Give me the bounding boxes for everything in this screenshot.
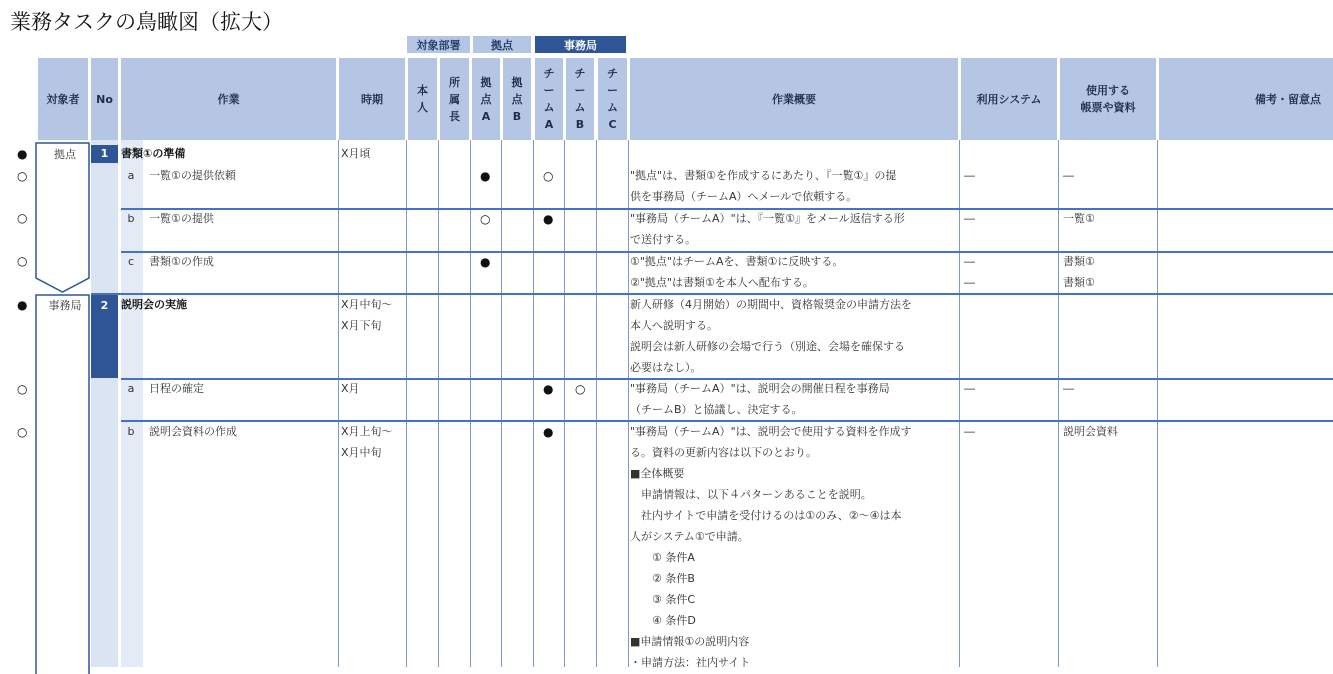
no-column-band	[91, 140, 118, 667]
document-value: 一覧①	[1063, 212, 1095, 225]
header-team-b: チ ー ム B	[566, 58, 594, 140]
header-summary: 作業概要	[630, 58, 958, 140]
task-timing: X月	[341, 382, 360, 395]
task-name: 書類①の準備	[121, 147, 186, 160]
task-summary: "拠点"は、書類①を作成するにあたり、『一覧①』の提 供を事務局（チームA）へメールで依頼する。	[630, 169, 897, 203]
task-timing: X月上旬～	[341, 425, 393, 438]
page-title: 業務タスクの鳥瞰図（拡大）	[10, 10, 283, 34]
task-summary: "事務局（チームA）"は、説明会の開催日程を事務局 （チームB）と協議し、決定する。	[630, 382, 890, 416]
grid-line	[501, 140, 502, 667]
group-dept-header: 対象部署	[407, 36, 470, 53]
task-summary: "事務局（チームA）"は、説明会で使用する資料を作成す る。資料の更新内容は以下のとおり。 ■全体概要 申請情報は、以下４パターンあることを説明。 社内サイトで申請を受付けるのは①のみ、②～④は本 人がシステム①で申請。 ① 条件A ② 条件B ③ 条件C ④ 条件D ■申請情報①の説明内容 ・申請方法：社内サイト	[630, 425, 912, 669]
system-value: ―	[964, 276, 975, 289]
system-value: ―	[964, 255, 975, 268]
task-timing: X月頃	[341, 147, 371, 160]
task-number: 1	[91, 145, 118, 163]
header-base-a: 拠 点 A	[472, 58, 500, 140]
subtask-name: 書類①の作成	[149, 255, 214, 268]
task-summary: ①"拠点"はチームAを、書類①に反映する。 ②"拠点"は書類①を本人へ配布する。	[630, 255, 844, 289]
subtask-name: 一覧①の提供依頼	[149, 169, 236, 182]
task-timing: X月下旬	[341, 319, 382, 332]
mark-filled: ●	[543, 212, 554, 226]
row-bullet-open: ○	[17, 211, 28, 225]
system-value: ―	[964, 425, 975, 438]
grid-line	[628, 140, 629, 667]
mark-filled: ●	[543, 425, 554, 439]
row-bullet-open: ○	[17, 169, 28, 183]
subtask-letter: a	[127, 382, 135, 395]
grid-line	[533, 140, 534, 667]
row-bullet-open: ○	[17, 425, 28, 439]
subtask-letter: c	[127, 255, 135, 268]
subtask-name: 説明会資料の作成	[149, 425, 237, 438]
grid-line	[406, 140, 407, 667]
grid-line	[1157, 140, 1158, 667]
header-self: 本 人	[408, 58, 437, 140]
subtask-name: 一覧①の提供	[149, 212, 214, 225]
document-value: 説明会資料	[1063, 425, 1118, 438]
header-team-c: チ ー ム C	[598, 58, 627, 140]
grid-line	[1058, 140, 1059, 667]
mark-open: ○	[480, 212, 491, 226]
header-target: 対象者	[38, 58, 88, 140]
mark-open: ○	[575, 382, 586, 396]
header-system: 利用システム	[961, 58, 1057, 140]
header-no: No	[91, 58, 118, 140]
header-documents: 使用する 帳票や資料	[1060, 58, 1156, 140]
subtask-letter: b	[127, 212, 135, 225]
system-value: ―	[964, 382, 975, 395]
task-name: 説明会の実施	[121, 298, 187, 311]
row-bullet-open: ○	[17, 382, 28, 396]
group-base-header: 拠点	[473, 36, 531, 53]
row-bullet-filled: ●	[17, 298, 28, 312]
task-timing: X月中旬～	[341, 298, 393, 311]
header-timing: 時期	[339, 58, 405, 140]
document-value: 書類①	[1063, 255, 1095, 268]
grid-line	[564, 140, 565, 667]
target-label-base: 拠点	[54, 148, 76, 161]
header-notes: 備考・留意点	[1159, 58, 1333, 140]
target-arrow-office	[34, 294, 92, 674]
system-value: ―	[964, 169, 975, 182]
grid-line	[596, 140, 597, 667]
header-team-a: チ ー ム A	[535, 58, 563, 140]
task-summary: "事務局（チームA）"は、『一覧①』をメール返信する形 で送付する。	[630, 212, 905, 246]
header-task: 作業	[121, 58, 336, 140]
subtask-name: 日程の確定	[149, 382, 204, 395]
row-bullet-filled: ●	[17, 147, 28, 161]
header-affiliation-head: 所 属 長	[440, 58, 469, 140]
mark-filled: ●	[480, 255, 491, 269]
target-label-office: 事務局	[48, 299, 82, 312]
group-office-header: 事務局	[535, 36, 626, 53]
grid-line	[470, 140, 471, 667]
mark-filled: ●	[480, 169, 491, 183]
subtask-letter: b	[127, 425, 135, 438]
header-base-b: 拠 点 B	[503, 58, 531, 140]
mark-filled: ●	[543, 382, 554, 396]
grid-line	[438, 140, 439, 667]
document-value: ―	[1063, 382, 1074, 395]
task-number: 2	[91, 295, 118, 378]
row-bullet-open: ○	[17, 254, 28, 268]
grid-line	[338, 140, 339, 667]
mark-open: ○	[543, 169, 554, 183]
task-summary: 新人研修（4月開始）の期間中、資格報奨金の申請方法を 本人へ説明する。 説明会は新人研修の会場で行う（別途、会場を確保する 必要はなし）。	[630, 298, 912, 374]
task-timing: X月中旬	[341, 446, 382, 459]
subtask-letter: a	[127, 169, 135, 182]
document-value: ―	[1063, 169, 1074, 182]
document-value: 書類①	[1063, 276, 1095, 289]
system-value: ―	[964, 212, 975, 225]
